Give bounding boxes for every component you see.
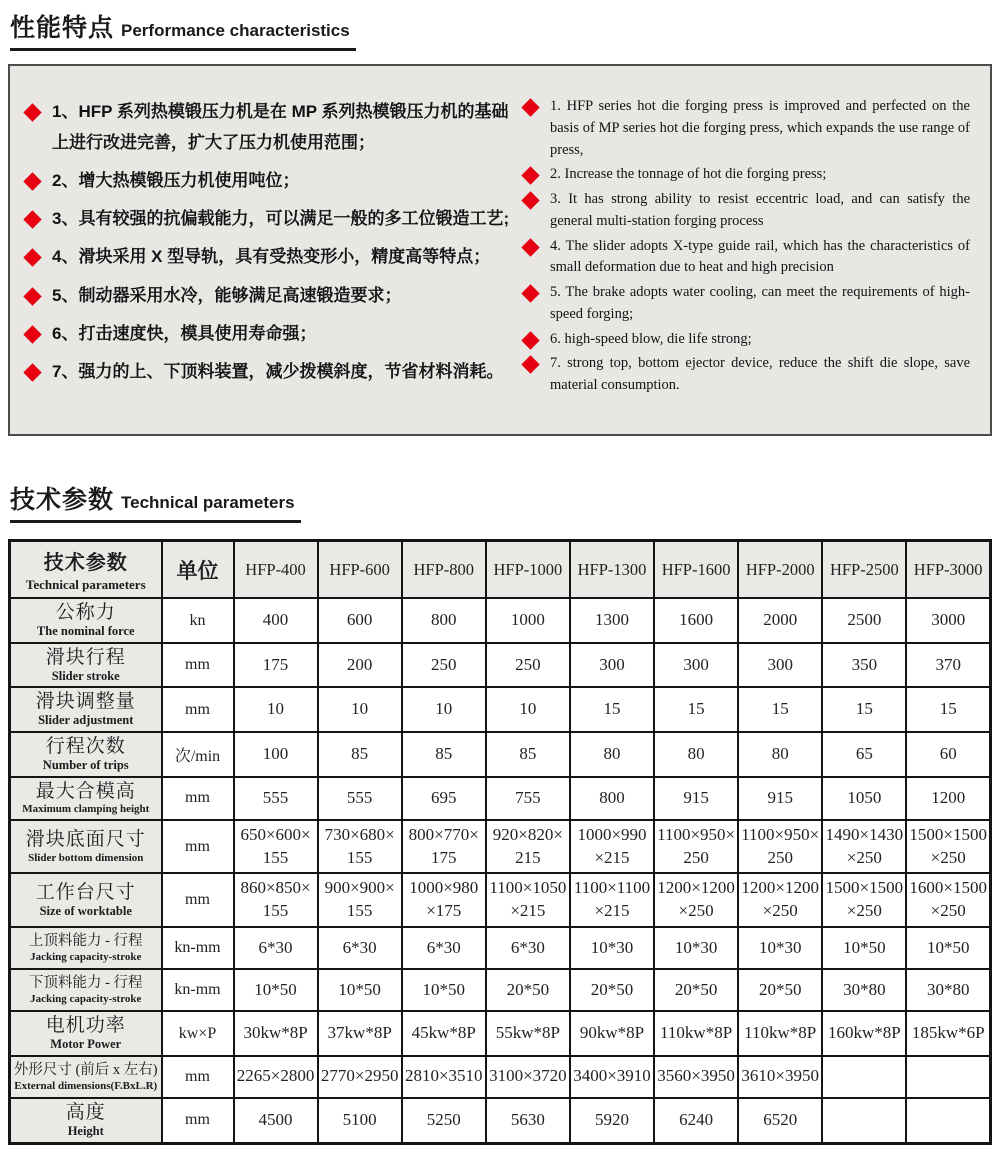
value-cell: 400 bbox=[234, 598, 318, 643]
table-header-model: HFP-600 bbox=[318, 540, 402, 598]
diamond-bullet-icon bbox=[23, 363, 41, 381]
row-label-en: Size of worktable bbox=[39, 903, 132, 918]
table-row bbox=[10, 1098, 991, 1143]
value-cell: 555 bbox=[234, 777, 318, 820]
value-cell: 37kw*8P bbox=[318, 1011, 402, 1056]
row-label-cell bbox=[10, 1011, 162, 1056]
value-cell: 3000 bbox=[906, 598, 990, 643]
value-cell: 3100×3720 bbox=[486, 1056, 570, 1098]
performance-panel bbox=[8, 64, 992, 436]
performance-title-en: Performance characteristics bbox=[121, 21, 350, 40]
value-cell: 5920 bbox=[570, 1098, 654, 1143]
value-cell: 15 bbox=[654, 687, 738, 732]
feature-text: 3. It has strong ability to resist eccentric load, and can satisfy the general multi-station forging process bbox=[550, 191, 970, 229]
feature-text: 1. HFP series hot die forging press is improved and perfected on the basis of MP series hot die forging press, which expands the use range of press, bbox=[550, 98, 970, 158]
value-cell: 1100×950×250 bbox=[654, 820, 738, 874]
value-cell: 85 bbox=[402, 732, 486, 777]
diamond-bullet-icon bbox=[23, 103, 41, 121]
row-label-cell bbox=[10, 732, 162, 777]
value-cell: 1200×1200×250 bbox=[654, 873, 738, 927]
value-cell: 755 bbox=[486, 777, 570, 820]
row-label-cell bbox=[10, 1056, 162, 1098]
value-cell: 6520 bbox=[738, 1098, 822, 1143]
feature-item bbox=[524, 96, 970, 161]
feature-item bbox=[26, 165, 510, 196]
technical-title-en: Technical parameters bbox=[121, 492, 295, 512]
diamond-bullet-icon bbox=[23, 173, 41, 191]
feature-item bbox=[26, 96, 510, 158]
row-label-zh: 外形尺寸 (前后 x 左右) bbox=[13, 1062, 158, 1079]
table-header-model: HFP-2500 bbox=[822, 540, 906, 598]
value-cell: 6*30 bbox=[234, 927, 318, 969]
technical-section-title bbox=[10, 480, 301, 523]
value-cell: 800 bbox=[570, 777, 654, 820]
value-cell bbox=[822, 1056, 906, 1098]
feature-item bbox=[524, 189, 970, 233]
technical-title-zh: 技术参数 bbox=[10, 485, 115, 514]
value-cell: 1300 bbox=[570, 598, 654, 643]
value-cell: 2500 bbox=[822, 598, 906, 643]
unit-cell: kn-mm bbox=[162, 969, 234, 1011]
value-cell bbox=[822, 1098, 906, 1143]
value-cell: 3400×3910 bbox=[570, 1056, 654, 1098]
row-label-cell bbox=[10, 777, 162, 820]
value-cell: 1500×1500×250 bbox=[906, 820, 990, 874]
unit-cell: mm bbox=[162, 1098, 234, 1143]
value-cell: 800×770×175 bbox=[402, 820, 486, 874]
value-cell: 650×600×155 bbox=[234, 820, 318, 874]
value-cell: 1100×1050×215 bbox=[486, 873, 570, 927]
row-label-en: Slider bottom dimension bbox=[28, 851, 144, 864]
feature-item bbox=[524, 282, 970, 326]
performance-title-row bbox=[8, 8, 992, 51]
features-english-column bbox=[516, 96, 978, 400]
value-cell: 10 bbox=[318, 687, 402, 732]
diamond-bullet-icon bbox=[521, 191, 539, 209]
feature-item bbox=[524, 329, 970, 351]
value-cell: 2000 bbox=[738, 598, 822, 643]
row-label-en: External dimensions(F.BxL.R) bbox=[14, 1079, 158, 1092]
value-cell: 2265×2800 bbox=[234, 1056, 318, 1098]
table-header-row bbox=[10, 540, 991, 598]
row-label-zh: 滑块行程 bbox=[45, 646, 126, 668]
value-cell: 10*50 bbox=[402, 969, 486, 1011]
value-cell: 15 bbox=[738, 687, 822, 732]
value-cell: 920×820×215 bbox=[486, 820, 570, 874]
value-cell: 10 bbox=[486, 687, 570, 732]
value-cell: 10 bbox=[402, 687, 486, 732]
value-cell: 5250 bbox=[402, 1098, 486, 1143]
unit-cell: mm bbox=[162, 777, 234, 820]
value-cell: 5630 bbox=[486, 1098, 570, 1143]
value-cell: 900×900×155 bbox=[318, 873, 402, 927]
feature-text: 7. strong top, bottom ejector device, reduce the shift die slope, save material consumption. bbox=[550, 355, 970, 393]
value-cell: 10 bbox=[234, 687, 318, 732]
value-cell: 1100×1100×215 bbox=[570, 873, 654, 927]
value-cell: 1490×1430×250 bbox=[822, 820, 906, 874]
value-cell: 20*50 bbox=[570, 969, 654, 1011]
value-cell: 370 bbox=[906, 643, 990, 688]
row-label-cell bbox=[10, 687, 162, 732]
table-row bbox=[10, 732, 991, 777]
value-cell: 3560×3950 bbox=[654, 1056, 738, 1098]
value-cell: 15 bbox=[906, 687, 990, 732]
row-label-cell bbox=[10, 927, 162, 969]
value-cell: 5100 bbox=[318, 1098, 402, 1143]
value-cell: 10*50 bbox=[822, 927, 906, 969]
feature-text: 5、制动器采用水冷，能够满足高速锻造要求； bbox=[52, 285, 402, 305]
table-header-parameters bbox=[10, 540, 162, 598]
value-cell: 800 bbox=[402, 598, 486, 643]
value-cell: 1600 bbox=[654, 598, 738, 643]
value-cell: 65 bbox=[822, 732, 906, 777]
performance-section-title bbox=[10, 8, 356, 51]
performance-title-zh: 性能特点 bbox=[10, 14, 115, 42]
table-row bbox=[10, 643, 991, 688]
value-cell: 730×680×155 bbox=[318, 820, 402, 874]
row-label-en: Maximum clamping height bbox=[22, 803, 150, 816]
value-cell: 160kw*8P bbox=[822, 1011, 906, 1056]
value-cell: 350 bbox=[822, 643, 906, 688]
value-cell: 1000×980×175 bbox=[402, 873, 486, 927]
value-cell bbox=[906, 1098, 990, 1143]
row-label-en: Motor Power bbox=[50, 1037, 122, 1052]
table-header-parameters-en: Technical parameters bbox=[25, 577, 146, 592]
value-cell: 300 bbox=[654, 643, 738, 688]
table-header-model: HFP-1300 bbox=[570, 540, 654, 598]
table-header-model: HFP-1000 bbox=[486, 540, 570, 598]
value-cell: 20*50 bbox=[738, 969, 822, 1011]
value-cell: 30kw*8P bbox=[234, 1011, 318, 1056]
unit-cell: mm bbox=[162, 820, 234, 874]
value-cell: 300 bbox=[570, 643, 654, 688]
feature-text: 3、具有较强的抗偏载能力，可以满足一般的多工位锻造工艺; bbox=[52, 209, 510, 229]
value-cell: 1050 bbox=[822, 777, 906, 820]
value-cell: 55kw*8P bbox=[486, 1011, 570, 1056]
table-row bbox=[10, 927, 991, 969]
value-cell: 1500×1500×250 bbox=[822, 873, 906, 927]
feature-item bbox=[26, 356, 510, 387]
diamond-bullet-icon bbox=[521, 238, 539, 256]
feature-item bbox=[524, 236, 970, 280]
feature-item bbox=[26, 203, 510, 234]
value-cell: 45kw*8P bbox=[402, 1011, 486, 1056]
value-cell: 80 bbox=[738, 732, 822, 777]
row-label-en: Jacking capacity-stroke bbox=[30, 951, 142, 964]
table-row bbox=[10, 1011, 991, 1056]
unit-cell: kw×P bbox=[162, 1011, 234, 1056]
diamond-bullet-icon bbox=[521, 284, 539, 302]
value-cell: 110kw*8P bbox=[738, 1011, 822, 1056]
table-header-model: HFP-1600 bbox=[654, 540, 738, 598]
table-header-parameters-zh: 技术参数 bbox=[43, 552, 128, 574]
unit-cell: kn bbox=[162, 598, 234, 643]
value-cell: 10*50 bbox=[906, 927, 990, 969]
features-chinese-column bbox=[26, 96, 516, 400]
table-row bbox=[10, 777, 991, 820]
feature-item bbox=[524, 164, 970, 186]
row-label-cell bbox=[10, 1098, 162, 1143]
unit-cell: 次/min bbox=[162, 732, 234, 777]
diamond-bullet-icon bbox=[521, 356, 539, 374]
row-label-cell bbox=[10, 820, 162, 874]
table-row bbox=[10, 598, 991, 643]
feature-text: 2. Increase the tonnage of hot die forging press; bbox=[550, 166, 827, 183]
value-cell: 60 bbox=[906, 732, 990, 777]
value-cell: 6*30 bbox=[486, 927, 570, 969]
unit-cell: mm bbox=[162, 643, 234, 688]
value-cell: 175 bbox=[234, 643, 318, 688]
diamond-bullet-icon bbox=[521, 167, 539, 185]
value-cell: 80 bbox=[570, 732, 654, 777]
table-header-model: HFP-2000 bbox=[738, 540, 822, 598]
table-row bbox=[10, 873, 991, 927]
table-row bbox=[10, 687, 991, 732]
value-cell: 30*80 bbox=[822, 969, 906, 1011]
diamond-bullet-icon bbox=[521, 98, 539, 116]
diamond-bullet-icon bbox=[23, 249, 41, 267]
value-cell: 250 bbox=[402, 643, 486, 688]
feature-item bbox=[26, 318, 510, 349]
table-row bbox=[10, 1056, 991, 1098]
feature-text: 7、强力的上、下顶料装置，减少拨模斜度，节省材料消耗。 bbox=[52, 361, 504, 381]
value-cell: 1000 bbox=[486, 598, 570, 643]
value-cell bbox=[906, 1056, 990, 1098]
value-cell: 20*50 bbox=[486, 969, 570, 1011]
row-label-cell bbox=[10, 873, 162, 927]
value-cell: 1000×990×215 bbox=[570, 820, 654, 874]
table-header-model: HFP-3000 bbox=[906, 540, 990, 598]
table-header-model: HFP-800 bbox=[402, 540, 486, 598]
value-cell: 1100×950×250 bbox=[738, 820, 822, 874]
diamond-bullet-icon bbox=[23, 287, 41, 305]
value-cell: 10*50 bbox=[234, 969, 318, 1011]
row-label-zh: 滑块底面尺寸 bbox=[25, 829, 146, 851]
row-label-zh: 滑块调整量 bbox=[35, 691, 136, 713]
table-row bbox=[10, 969, 991, 1011]
value-cell: 85 bbox=[318, 732, 402, 777]
value-cell: 15 bbox=[570, 687, 654, 732]
row-label-zh: 下顶料能力 - 行程 bbox=[28, 975, 143, 992]
value-cell: 185kw*6P bbox=[906, 1011, 990, 1056]
value-cell: 110kw*8P bbox=[654, 1011, 738, 1056]
diamond-bullet-icon bbox=[23, 325, 41, 343]
unit-cell: mm bbox=[162, 687, 234, 732]
table-row bbox=[10, 820, 991, 874]
diamond-bullet-icon bbox=[521, 331, 539, 349]
row-label-en: The nominal force bbox=[36, 624, 135, 639]
value-cell: 80 bbox=[654, 732, 738, 777]
value-cell: 10*30 bbox=[738, 927, 822, 969]
row-label-en: Number of trips bbox=[42, 757, 129, 772]
value-cell: 1200×1200×250 bbox=[738, 873, 822, 927]
value-cell: 915 bbox=[738, 777, 822, 820]
feature-item bbox=[26, 241, 510, 272]
row-label-en: Height bbox=[67, 1123, 104, 1138]
value-cell: 695 bbox=[402, 777, 486, 820]
value-cell: 30*80 bbox=[906, 969, 990, 1011]
value-cell: 6240 bbox=[654, 1098, 738, 1143]
row-label-en: Jacking capacity-stroke bbox=[30, 993, 142, 1006]
feature-item bbox=[26, 280, 510, 311]
value-cell: 10*50 bbox=[318, 969, 402, 1011]
value-cell: 1600×1500×250 bbox=[906, 873, 990, 927]
value-cell: 250 bbox=[486, 643, 570, 688]
technical-parameters-table bbox=[8, 539, 992, 1145]
value-cell: 20*50 bbox=[654, 969, 738, 1011]
row-label-en: Slider adjustment bbox=[38, 713, 134, 728]
row-label-zh: 高度 bbox=[65, 1101, 106, 1123]
diamond-bullet-icon bbox=[23, 211, 41, 229]
table-header-model: HFP-400 bbox=[234, 540, 318, 598]
value-cell: 3610×3950 bbox=[738, 1056, 822, 1098]
value-cell: 15 bbox=[822, 687, 906, 732]
value-cell: 600 bbox=[318, 598, 402, 643]
row-label-zh: 上顶料能力 - 行程 bbox=[28, 933, 143, 950]
row-label-zh: 行程次数 bbox=[45, 736, 126, 758]
feature-text: 4、滑块采用 X 型导轨，具有受热变形小，精度高等特点； bbox=[52, 247, 491, 267]
unit-cell: mm bbox=[162, 873, 234, 927]
value-cell: 4500 bbox=[234, 1098, 318, 1143]
feature-text: 4. The slider adopts X-type guide rail, which has the characteristics of small deformation due to heat and high precision bbox=[550, 237, 970, 276]
technical-title-row bbox=[8, 480, 992, 523]
value-cell: 10*30 bbox=[570, 927, 654, 969]
feature-text: 6、打击速度快，模具使用寿命强； bbox=[52, 323, 317, 343]
feature-text: 2、增大热模锻压力机使用吨位； bbox=[52, 171, 300, 191]
value-cell: 2810×3510 bbox=[402, 1056, 486, 1098]
value-cell: 100 bbox=[234, 732, 318, 777]
value-cell: 10*30 bbox=[654, 927, 738, 969]
value-cell: 555 bbox=[318, 777, 402, 820]
row-label-zh: 电机功率 bbox=[45, 1015, 126, 1037]
value-cell: 6*30 bbox=[318, 927, 402, 969]
row-label-en: Slider stroke bbox=[51, 668, 120, 683]
value-cell: 300 bbox=[738, 643, 822, 688]
feature-text: 1、HFP 系列热模锻压力机是在 MP 系列热模锻压力机的基础上进行改进完善，扩大了压力机使用范围； bbox=[52, 102, 509, 153]
unit-cell: kn-mm bbox=[162, 927, 234, 969]
row-label-zh: 最大合模高 bbox=[35, 780, 136, 802]
feature-text: 5. The brake adopts water cooling, can meet the requirements of high-speed forging; bbox=[550, 284, 970, 322]
row-label-cell bbox=[10, 643, 162, 688]
table-header-unit: 单位 bbox=[162, 540, 234, 598]
value-cell: 90kw*8P bbox=[570, 1011, 654, 1056]
row-label-zh: 公称力 bbox=[55, 602, 116, 624]
value-cell: 2770×2950 bbox=[318, 1056, 402, 1098]
value-cell: 1200 bbox=[906, 777, 990, 820]
row-label-zh: 工作台尺寸 bbox=[35, 882, 136, 904]
value-cell: 860×850×155 bbox=[234, 873, 318, 927]
value-cell: 915 bbox=[654, 777, 738, 820]
value-cell: 200 bbox=[318, 643, 402, 688]
value-cell: 85 bbox=[486, 732, 570, 777]
feature-text: 6. high-speed blow, die life strong; bbox=[550, 330, 752, 347]
row-label-cell bbox=[10, 598, 162, 643]
row-label-cell bbox=[10, 969, 162, 1011]
unit-cell: mm bbox=[162, 1056, 234, 1098]
feature-item bbox=[524, 353, 970, 397]
value-cell: 6*30 bbox=[402, 927, 486, 969]
